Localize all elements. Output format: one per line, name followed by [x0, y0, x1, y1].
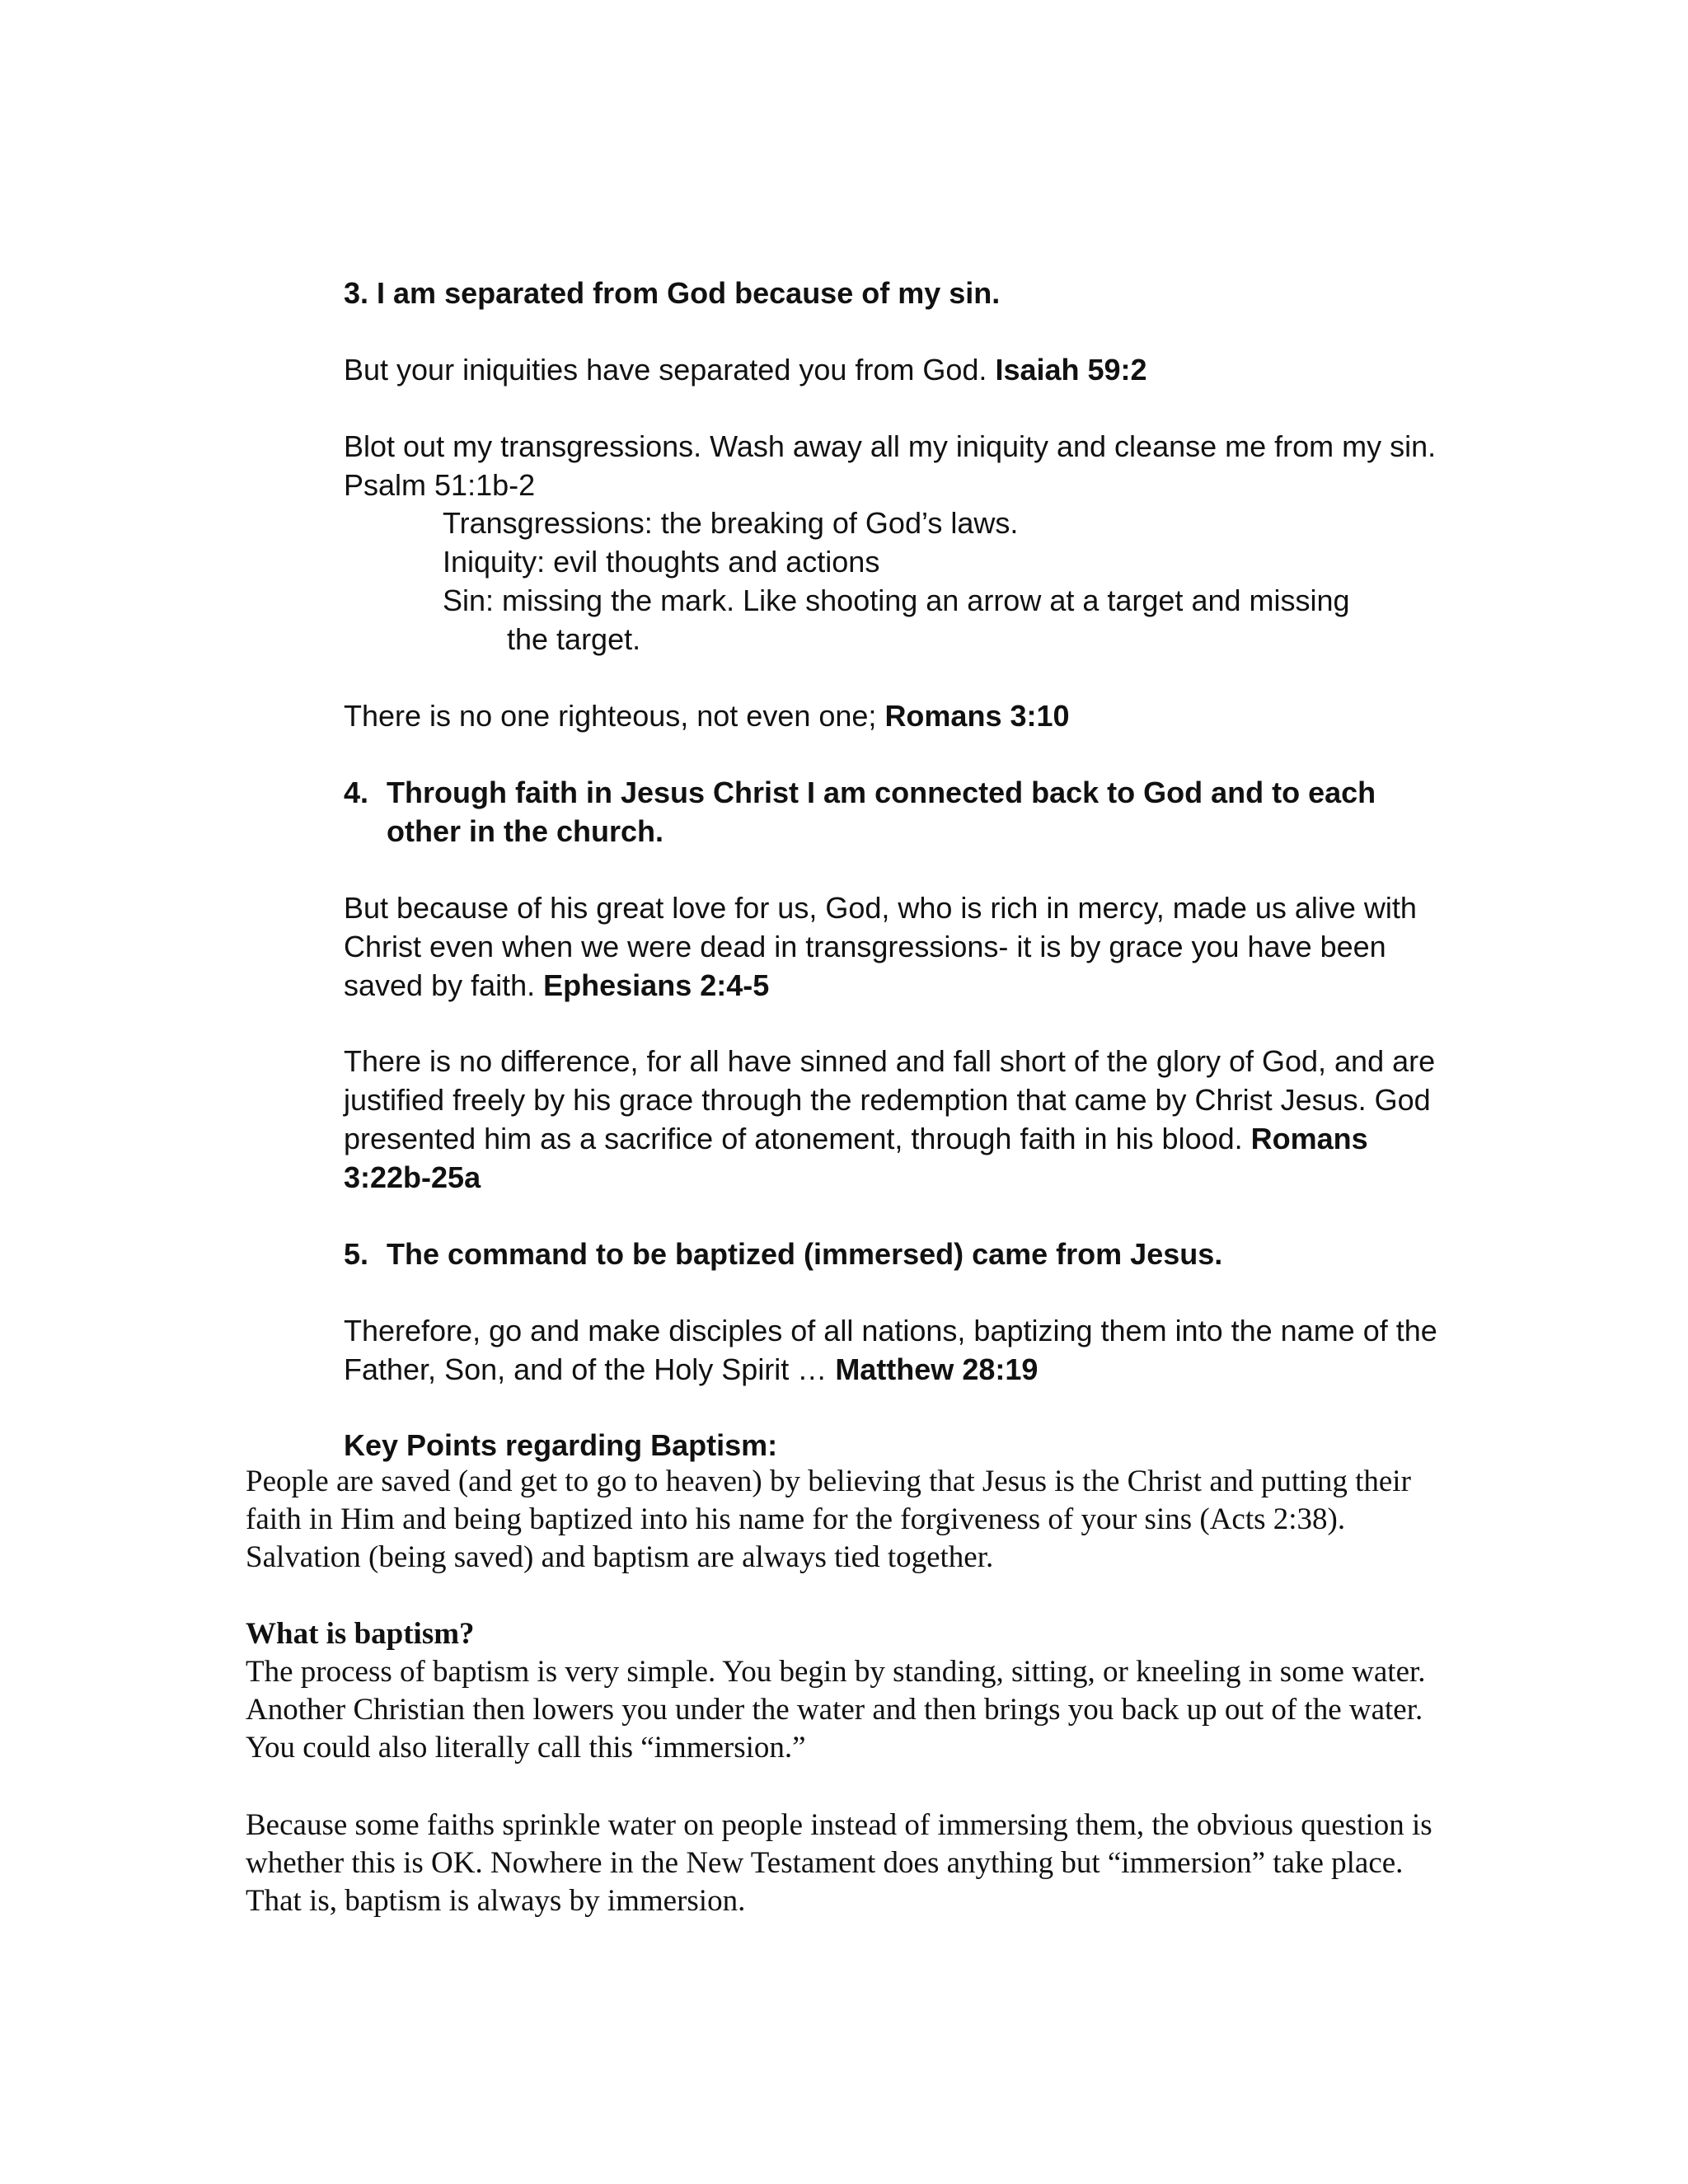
- baptism-process-paragraph: The process of baptism is very simple. You begin by standing, sitting, or kneeling in some water. Another Christian then lowers you under the water and then brings you back up out of the water. You could also literally call this “immersion.”: [246, 1655, 1426, 1765]
- ephesians-verse: But because of his great love for us, God, who is rich in mercy, made us alive with Christ even when we were dead in transgressions- it is by grace you have been saved by faith. Ephesians 2:4-5: [344, 891, 1417, 1002]
- verse-reference: Isaiah 59:2: [995, 353, 1147, 387]
- psalm-verse: Blot out my transgressions. Wash away all my iniquity and cleanse me from my sin. Psalm 51:1b-2: [344, 429, 1437, 502]
- key-points-paragraph: People are saved (and get to go to heaven) by believing that Jesus is the Christ and putting their faith in Him and being baptized into his name for the forgiveness of your sins (Acts 2:38). Salvation (being saved) and baptism are always tied together.: [246, 1465, 1411, 1574]
- section-title: Through faith in Jesus Christ I am connected back to God and to each other in the church.: [387, 776, 1376, 848]
- romans-3-22-verse: There is no difference, for all have sinned and fall short of the glory of God, and are justified freely by his grace through the redemption that came by Christ Jesus. God presented him as a sacrifice of atonement, through faith in his blood. Romans 3:22b-25a: [344, 1044, 1436, 1194]
- what-is-baptism-heading: What is baptism?: [246, 1617, 475, 1651]
- verse-reference: Matthew 28:19: [835, 1352, 1039, 1386]
- key-points-heading: Key Points regarding Baptism:: [344, 1428, 778, 1462]
- matthew-verse: Therefore, go and make disciples of all nations, baptizing them into the name of the Father, Son, and of the Holy Spirit … Matthew 28:19: [344, 1314, 1437, 1386]
- definition-transgressions: Transgressions: the breaking of God’s laws.: [443, 506, 1019, 540]
- verse-reference: Romans 3:10: [884, 699, 1070, 733]
- definition-sin-continued: the target.: [507, 622, 641, 656]
- section-number: 4.: [344, 776, 369, 809]
- section-4-heading: [344, 773, 1440, 851]
- section-number: 5.: [344, 1237, 369, 1271]
- definitions-list: [443, 504, 1440, 658]
- immersion-paragraph: Because some faiths sprinkle water on people instead of immersing them, the obvious question is whether this is OK. Nowhere in the New Testament does anything but “immersion” take place. That is, baptism is always by immersion.: [246, 1808, 1432, 1918]
- definition-sin: Sin: missing the mark. Like shooting an arrow at a target and missing: [443, 583, 1350, 617]
- definition-iniquity: Iniquity: evil thoughts and actions: [443, 545, 880, 579]
- section-title: The command to be baptized (immersed) came from Jesus.: [387, 1237, 1223, 1271]
- section-3-heading: 3. I am separated from God because of my sin.: [344, 276, 1001, 310]
- verse-reference: Romans 3:22b-25a: [344, 1122, 1368, 1194]
- romans-3-10-verse: There is no one righteous, not even one; Romans 3:10: [344, 699, 1070, 733]
- isaiah-verse: But your iniquities have separated you from God. Isaiah 59:2: [344, 353, 1147, 387]
- section-5-heading: [344, 1235, 1440, 1273]
- verse-reference: Ephesians 2:4-5: [543, 968, 770, 1002]
